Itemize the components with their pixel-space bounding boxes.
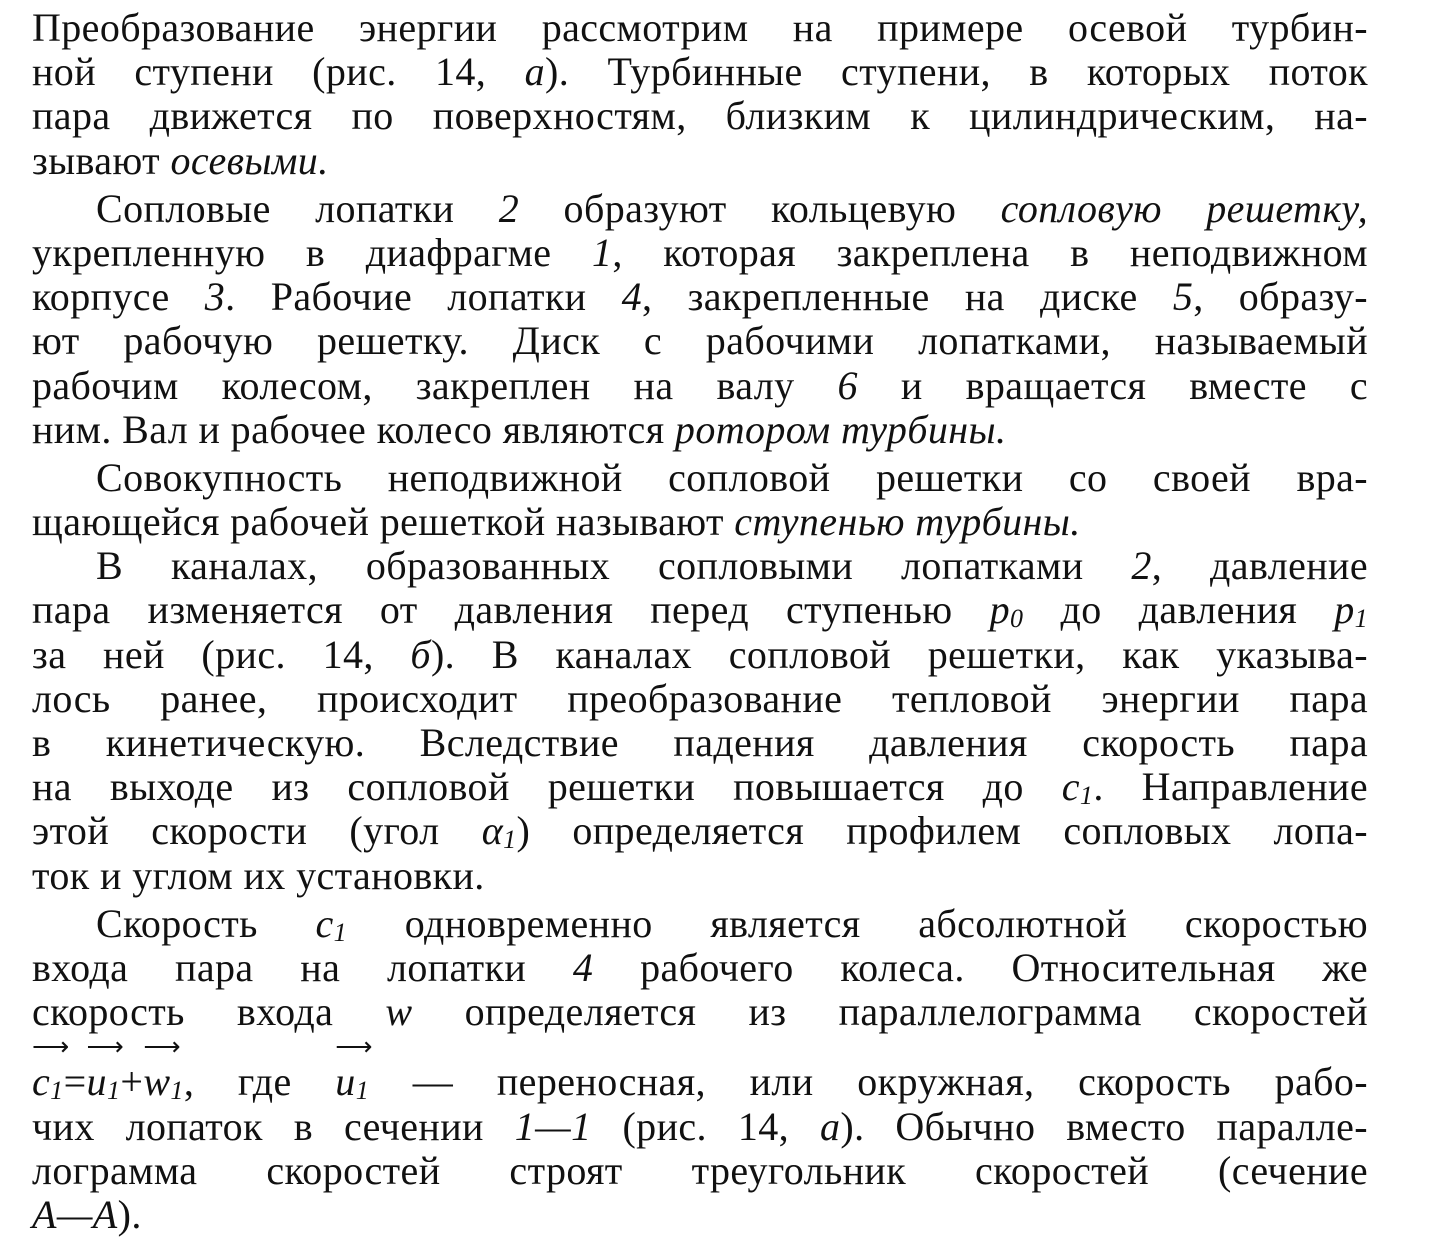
text-line	[32, 990, 1368, 1034]
symbol-subscript: 1	[1354, 604, 1369, 634]
symbol-subscript: 1	[333, 917, 348, 947]
paragraph-2	[32, 187, 1368, 452]
item-number: 1	[591, 229, 613, 275]
text-line	[32, 275, 1368, 319]
text-run: лось ранее, происходит преобразование тепловой энергии пара	[32, 675, 1368, 721]
section-ref: 1—1	[514, 1103, 592, 1149]
text-line	[32, 319, 1368, 363]
text-run: лограмма скоростей строят треугольник скоростей (сечение	[32, 1147, 1368, 1193]
text-run: , давление	[1151, 543, 1368, 589]
symbol-letter: c	[315, 900, 334, 946]
text-run: Сопловые лопатки	[96, 185, 455, 231]
item-number: 2	[498, 185, 520, 231]
symbol-p0	[990, 587, 1024, 632]
vector-u1	[335, 1060, 369, 1104]
symbol-subscript: 1	[1079, 781, 1094, 811]
text-line	[32, 721, 1368, 765]
text-line	[32, 765, 1368, 809]
text-run: этой скорости (угол	[32, 808, 440, 854]
item-number: 6	[837, 362, 858, 408]
text-run: ). Обычно вместо паралле-	[840, 1103, 1369, 1149]
item-number: 3	[204, 274, 226, 320]
text-line	[32, 1193, 1368, 1237]
text-run: в кинетическую. Вследствие падения давления скорость пара	[32, 720, 1368, 765]
symbol-subscript: 1	[355, 1076, 370, 1106]
symbol-letter: u	[335, 1059, 356, 1105]
text-run: укрепленную в диафрагме	[32, 229, 552, 275]
text-line	[32, 588, 1368, 632]
text-run: скорость входа	[32, 989, 334, 1035]
text-line	[32, 500, 1368, 544]
text-line	[32, 408, 1368, 452]
vector-c1	[32, 1060, 64, 1104]
text-line	[32, 544, 1368, 588]
text-run: . Рабочие лопатки	[225, 274, 587, 320]
symbol-letter: c	[1061, 764, 1080, 810]
text-run: Совокупность неподвижной сопловой решетки со своей вра-	[96, 454, 1368, 500]
symbol-alpha1	[482, 808, 517, 853]
symbol-c1	[315, 901, 347, 946]
text-run: ют рабочую решетку. Диск с рабочими лопатками, называемый	[32, 318, 1368, 364]
symbol-letter: u	[86, 1059, 107, 1105]
text-run: и вращается вместе с	[900, 362, 1369, 408]
text-line	[32, 1060, 1368, 1104]
text-run: ) определяется профилем сопловых лопа-	[516, 808, 1368, 854]
text-run: за ней (рис. 14,	[32, 631, 374, 677]
text-run: чих лопаток в сечении	[32, 1103, 484, 1149]
text-run: одновременно является абсолютной скоростью	[404, 900, 1368, 946]
item-number: 4	[621, 274, 643, 320]
text-run: , закрепленные на диске	[642, 274, 1138, 320]
symbol-subscript: 1	[170, 1076, 184, 1106]
figure-ref: а	[524, 49, 545, 95]
symbol-subscript: 1	[503, 825, 517, 855]
document-page	[32, 6, 1368, 1237]
text-run: ток и углом их установки.	[32, 852, 485, 898]
text-line	[32, 809, 1368, 853]
text-line	[32, 854, 1368, 898]
text-run: рабочего колеса. Относительная же	[640, 944, 1368, 990]
vector-u1	[87, 1060, 121, 1104]
text-line	[32, 231, 1368, 275]
paragraph-4	[32, 544, 1368, 898]
text-run: , образу-	[1193, 274, 1368, 320]
text-run: пара изменяется от давления перед ступенью	[32, 587, 953, 633]
paragraph-3	[32, 456, 1368, 544]
text-line	[32, 187, 1368, 231]
text-line	[32, 6, 1368, 50]
text-line	[32, 456, 1368, 500]
symbol-c1	[1062, 764, 1094, 809]
symbol-letter: p	[989, 587, 1011, 633]
text-run: до давления	[1060, 587, 1298, 633]
text-run: В каналах, образованных сопловыми лопатками	[96, 543, 1084, 589]
section-ref: А—А	[32, 1191, 118, 1237]
text-run: ).	[117, 1191, 142, 1237]
text-line	[32, 633, 1368, 677]
symbol-letter: w	[143, 1059, 171, 1105]
text-line	[32, 946, 1368, 990]
text-run: щающейся рабочей решеткой называют	[32, 499, 724, 545]
symbol-letter: c	[32, 1059, 51, 1105]
symbol-p1	[1334, 587, 1368, 632]
text-run: ной ступени (рис. 14,	[32, 49, 487, 95]
text-run: — переносная, или окружная, скорость рабо-	[412, 1059, 1368, 1105]
term-italic: осевыми.	[170, 137, 329, 183]
item-number: 5	[1172, 274, 1194, 320]
plus-sign: +	[120, 1059, 144, 1105]
text-run: на выходе из сопловой решетки повышается до	[32, 764, 1024, 810]
text-run: пара движется по поверхностям, близким к цилиндрическим, на-	[32, 93, 1368, 139]
text-run: Преобразование энергии рассмотрим на примере осевой турбин-	[32, 5, 1368, 50]
term-italic: ступенью турбины.	[734, 499, 1081, 545]
text-run: ). Турбинные ступени, в которых поток	[544, 49, 1369, 95]
text-run: зывают	[32, 137, 161, 183]
text-run: Скорость	[96, 900, 258, 946]
figure-ref: б	[410, 631, 431, 677]
text-line	[32, 1105, 1368, 1149]
text-line	[32, 364, 1368, 408]
symbol-subscript: 0	[1010, 604, 1024, 634]
text-run: . Направление	[1093, 764, 1368, 810]
equals-sign: =	[63, 1059, 87, 1105]
text-run: входа пара на лопатки	[32, 944, 527, 990]
item-number: 4	[572, 944, 594, 990]
vector-w1	[143, 1060, 184, 1104]
text-line	[32, 139, 1368, 183]
text-run: рабочим колесом, закреплен на валу	[32, 362, 795, 408]
text-run: (рис. 14,	[622, 1103, 790, 1149]
item-number: 2	[1131, 543, 1152, 589]
paragraph-1	[32, 6, 1368, 183]
symbol-w: w	[385, 989, 413, 1035]
text-line	[32, 902, 1368, 946]
text-run: корпусе	[32, 274, 170, 320]
text-line	[32, 94, 1368, 138]
text-line	[32, 677, 1368, 721]
symbol-subscript: 1	[106, 1076, 121, 1106]
text-run: ним. Вал и рабочее колесо являются	[32, 406, 665, 452]
paragraph-5	[32, 902, 1368, 1237]
symbol-subscript: 1	[50, 1076, 64, 1106]
text-run: определяется из параллелограмма скоростей	[464, 989, 1368, 1035]
text-run: ). В каналах сопловой решетки, как указыва-	[430, 631, 1368, 677]
text-run: образуют кольцевую	[563, 185, 957, 231]
text-run: , которая закреплена в неподвижном	[612, 229, 1368, 275]
term-italic: сопловую решетку,	[1000, 185, 1368, 231]
text-line	[32, 50, 1368, 94]
text-run: , где	[183, 1059, 292, 1105]
text-line	[32, 1149, 1368, 1193]
term-italic: ротором турбины.	[674, 406, 1007, 452]
figure-ref: а	[819, 1103, 841, 1149]
symbol-letter: p	[1334, 587, 1355, 633]
symbol-letter: α	[481, 808, 504, 854]
